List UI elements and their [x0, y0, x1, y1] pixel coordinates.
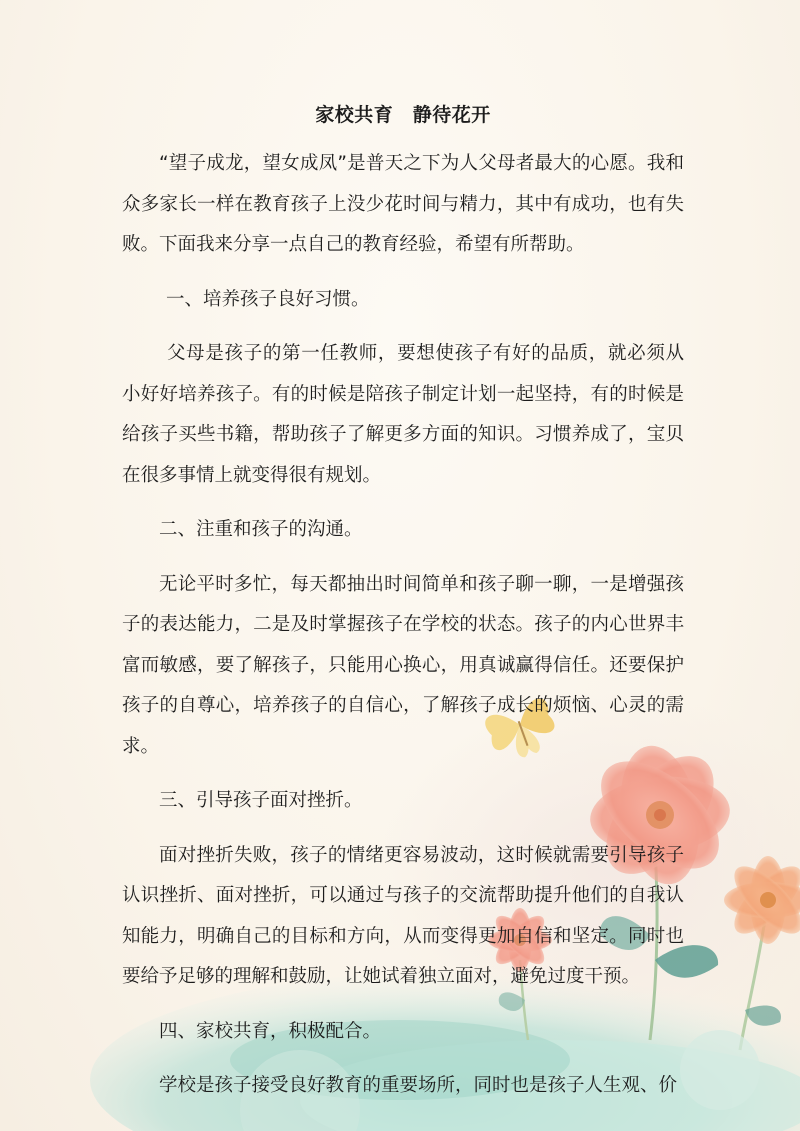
document-title: 家校共育 静待花开 [315, 104, 491, 126]
intro-paragraph: “望子成龙，望女成凤”是普天之下为人父母者最大的心愿。我和众多家长一样在教育孩子上没少花时间与精力，其中有成功，也有失败。下面我来分享一点自己的教育经验，希望有所帮助。 [122, 153, 684, 255]
section-paragraph: 父母是孩子的第一任教师，要想使孩子有好的品质，就必须从小好好培养孩子。有的时候是陪孩子制定计划一起坚持，有的时候是给孩子买些书籍，帮助孩子了解更多方面的知识。习惯养成了，宝贝在很多事情上就变得很有规划。 [122, 343, 684, 486]
section-heading: 二、注重和孩子的沟通。 [159, 519, 363, 540]
section-heading: 一、培养孩子良好习惯。 [166, 288, 370, 310]
paint-splash [680, 1030, 760, 1110]
section-heading: 三、引导孩子面对挫折。 [159, 790, 363, 811]
section-heading: 四、家校共育，积极配合。 [159, 1020, 382, 1042]
section-paragraph: 无论平时多忙，每天都抽出时间简单和孩子聊一聊，一是增强孩子的表达能力，二是及时掌握孩子在学校的状态。孩子的内心世界丰富而敏感，要了解孩子，只能用心换心，用真诚赢得信任。还要保护孩子的自尊心，培养孩子的自信心，了解孩子成长的烦恼、心灵的需求。 [122, 573, 684, 757]
section-paragraph: 学校是孩子接受良好教育的重要场所，同时也是孩子人生观、价 [159, 1075, 678, 1096]
document-body [122, 100, 684, 1107]
section-paragraph: 面对挫折失败，孩子的情绪更容易波动，这时候就需要引导孩子认识挫折、面对挫折，可以通过与孩子的交流帮助提升他们的自我认知能力，明确自己的目标和方向，从而变得更加自信和坚定。同时也要给予足够的理解和鼓励，让她试着独立面对，避免过度干预。 [122, 844, 684, 987]
